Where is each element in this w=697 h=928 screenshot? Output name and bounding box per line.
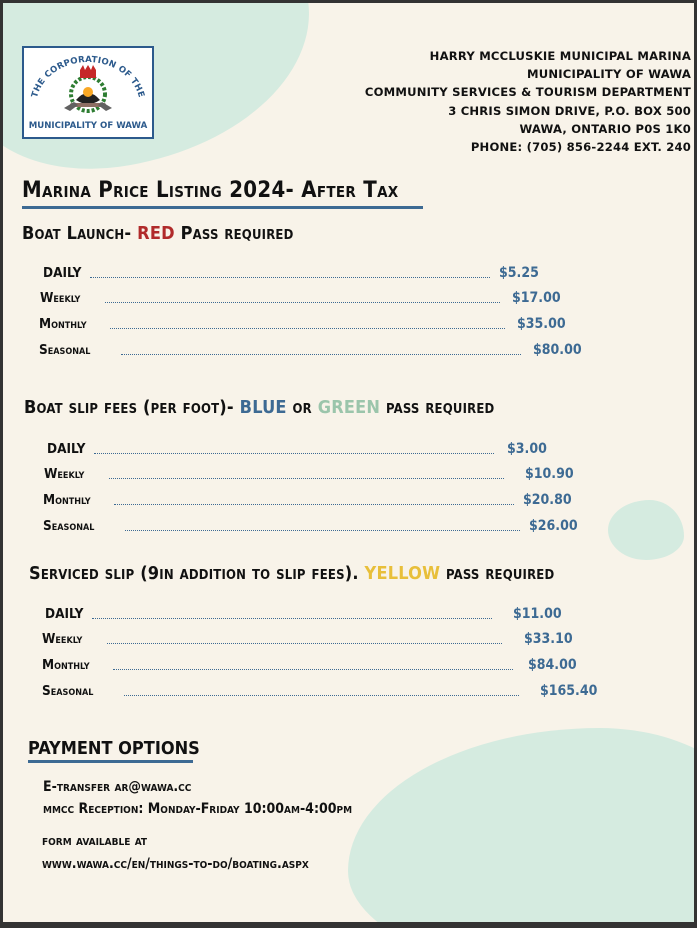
payment-options-heading: PAYMENT OPTIONS (28, 738, 200, 759)
municipal-crest-icon (64, 65, 112, 111)
price-listing-page: THE CORPORATION OF THE MUNICIPALITY OF WAWA HARRY MCCLUSKIE MUNICIPAL MARINA MUNICIPALITY OF WAWA COMMUNITY SERVICES & TOURISM DEPARTMENT 3 CHRIS SIMON DRIVE, P.O. BOX 500 WAWA, ONTARIO P0S 1K0 PHONE: (705) 856-2244 EXT. 240 Marina Price Listing 2024- After Tax Boat Launch- RED Pass required DAILY $5.25 Weekly $17.00 Monthly $35.00 Seasonal $80.00 Boat slip fees (per foot)- BLUE or GREEN pass required DAILY $3.00 Weekly $10.90 Monthly $20.80 Seasonal $26.00 Serviced slip (9in addition to slip fees). YELLOW pass required DAILY $11.00 Weekly $33.10 Monthly $84.00 Seasonal $165.40 PAYMENT OPTIONS E-transfer ar@wawa.cc mmcc Reception: Monday-Friday 10:00am-4:00pm form available at www.wawa.cc/en/things-to-do/boating.aspx (3, 3, 694, 922)
decorative-blob (348, 728, 694, 922)
page-title: Marina Price Listing 2024- After Tax (22, 178, 399, 203)
municipality-logo (22, 46, 154, 139)
address-line: 3 CHRIS SIMON DRIVE, P.O. BOX 500 (448, 103, 691, 118)
decorative-blob (608, 500, 684, 560)
marina-address-block (365, 47, 691, 156)
red-pass-label: RED (137, 223, 175, 244)
address-line: HARRY MCCLUSKIE MUNICIPAL MARINA (429, 49, 691, 63)
yellow-pass-label: YELLOW (364, 563, 441, 584)
section-heading-boat-launch: Boat Launch- RED Pass required (22, 223, 294, 244)
address-line: COMMUNITY SERVICES & TOURISM DEPARTMENT (364, 85, 691, 100)
reception-hours-text: mmcc Reception: Monday-Friday 10:00am-4:00pm (43, 801, 353, 817)
address-line: PHONE: (705) 856-2244 EXT. 240 (470, 140, 691, 155)
form-url-link[interactable]: www.wawa.cc/en/things-to-do/boating.aspx (42, 856, 309, 872)
title-underline (22, 206, 423, 209)
green-pass-label: GREEN (317, 397, 381, 418)
address-line: MUNICIPALITY OF WAWA (526, 67, 691, 82)
logo-top-text: THE CORPORATION OF THE (30, 54, 146, 99)
payment-heading-underline (28, 760, 193, 763)
form-available-text: form available at (42, 833, 148, 849)
etransfer-text: E-transfer ar@wawa.cc (43, 779, 192, 795)
address-line: WAWA, ONTARIO P0S 1K0 (519, 121, 691, 136)
section-heading-boat-slip: Boat slip fees (per foot)- BLUE or GREEN pass required (24, 397, 495, 418)
blue-pass-label: BLUE (239, 397, 287, 418)
section-heading-serviced-slip: Serviced slip (9in addition to slip fees). YELLOW pass required (29, 563, 555, 584)
logo-bottom-text: MUNICIPALITY OF WAWA (28, 121, 148, 131)
